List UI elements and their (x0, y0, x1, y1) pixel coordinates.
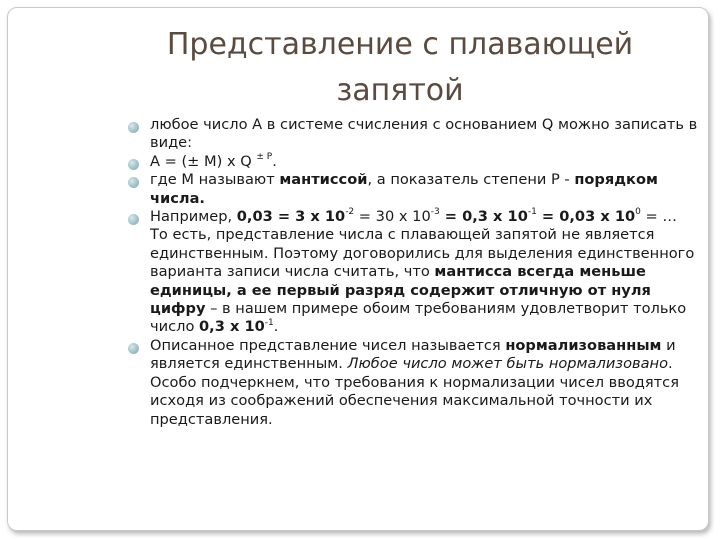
bullet-text: – в нашем примере обоим требованиям удовлетворит только число (150, 300, 687, 336)
example-term-2: = 30 х 10 (354, 208, 431, 226)
example-term-1: 0,03 = 3 х 10 (236, 208, 346, 226)
example-exp-3: -1 (527, 207, 537, 218)
normalized-example: 0,3 х 10 (199, 318, 265, 336)
bullet-text: Описанное представление чисел называется (150, 336, 506, 354)
term-normalized: нормализованным (505, 336, 662, 354)
bullet-text: . (273, 318, 279, 336)
bullet-icon (128, 159, 139, 170)
example-term-3: = 0,3 х 10 (439, 208, 528, 226)
bullet-item-5 (128, 337, 702, 429)
bullet-item-1 (128, 116, 702, 153)
normalized-example-exp: -1 (264, 317, 274, 328)
bullet-text: То есть, представление числа с плавающей запятой не является единственным. Поэтому договорились для выделения единственного варианта записи числа считать, что (150, 226, 695, 281)
bullet-icon (128, 214, 139, 225)
bullet-icon (128, 343, 139, 354)
example-term-4: = 0,03 х 10 (536, 208, 636, 226)
example-line (150, 208, 677, 225)
example-exp-4: 0 (635, 207, 641, 218)
formula-tail: . (272, 152, 277, 170)
bullet-item-3 (128, 171, 702, 208)
bullet-text: и является единственным. (150, 336, 676, 373)
bullet-icon (128, 122, 139, 133)
example-lead: Например, (150, 208, 233, 226)
bullet-list (128, 116, 702, 429)
example-exp-2: -3 (430, 207, 440, 218)
bullet-text: любое число А в системе счисления с основанием Q можно записать в виде: (150, 116, 698, 152)
formula-exponent: ± Р (256, 151, 273, 162)
bullet-item-2 (128, 153, 702, 171)
bullet-text: , а показатель степени Р - (367, 171, 575, 189)
bullet-icon (128, 177, 139, 188)
normalization-rule: мантисса всегда меньше единицы, а ее первый разряд содержит отличную от нуля цифру (150, 263, 651, 318)
formula-text: А = (± М) х Q (150, 152, 252, 170)
bullet-text: где М называют (150, 171, 280, 189)
term-order: порядком числа. (150, 171, 658, 207)
bullet-item-4 (128, 208, 702, 337)
bullet-text: . Особо подчеркнем, что требования к нормализации чисел вводятся исходя из соображений обеспечения максимальной точности их представления. (150, 355, 679, 428)
example-exp-1: -2 (345, 207, 355, 218)
term-mantissa: мантиссой (279, 171, 368, 189)
italic-statement: Любое число может быть нормализовано (347, 355, 669, 373)
example-term-5: = … (640, 208, 677, 226)
slide-title: Представление с плавающей запятой (166, 27, 634, 108)
